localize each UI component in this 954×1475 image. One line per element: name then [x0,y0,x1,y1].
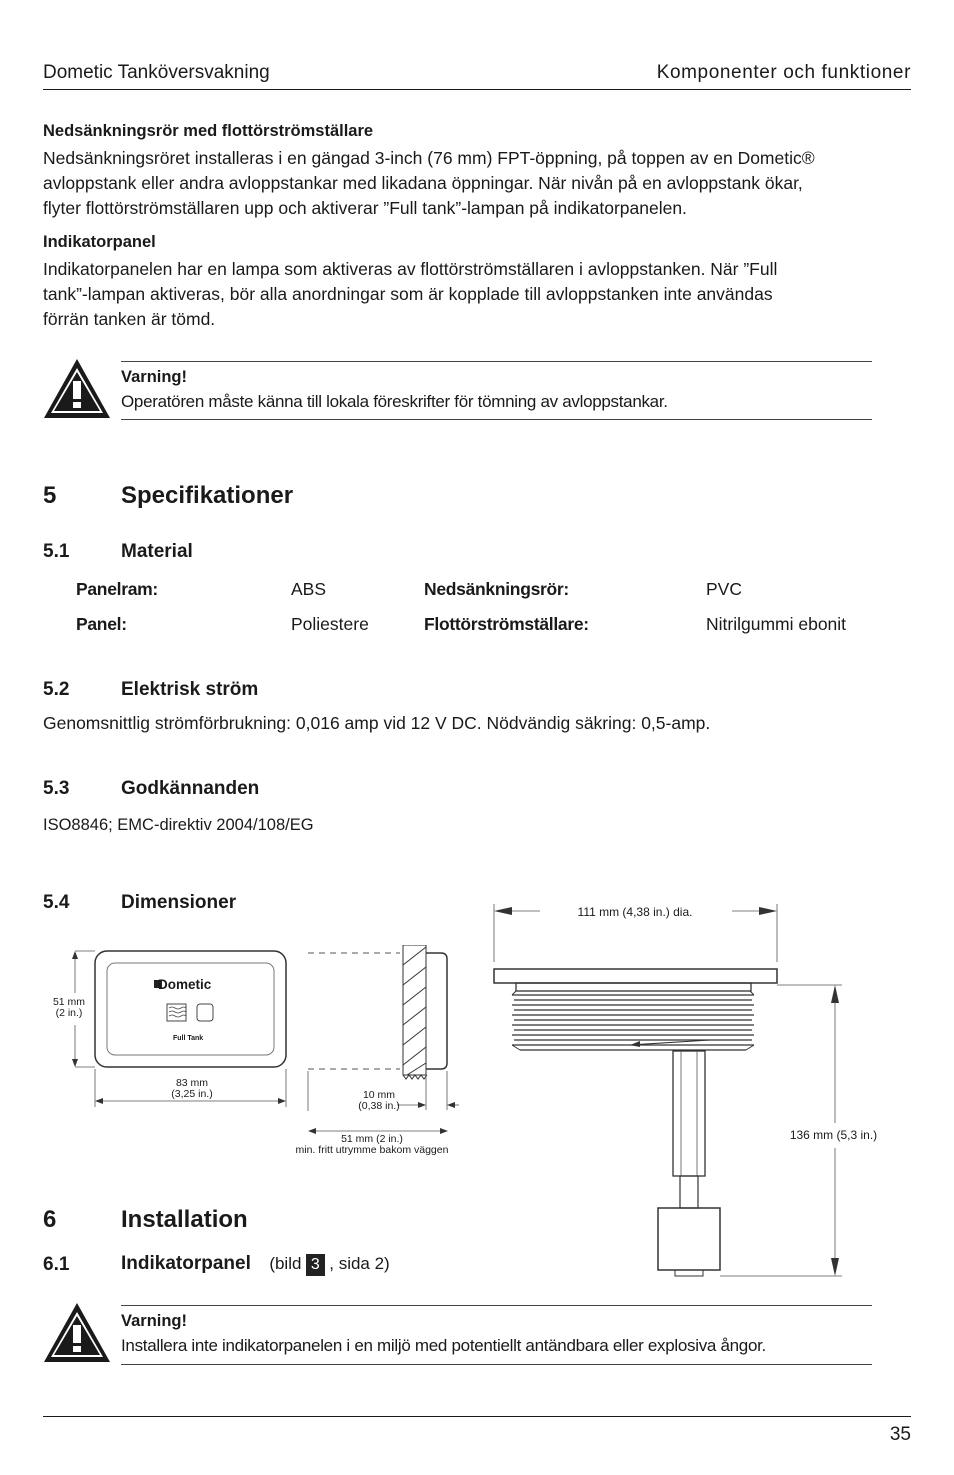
section-title: Specifikationer [121,482,294,509]
dim-text: (0,38 in.) [358,1100,400,1112]
panel-brand-text: Dometic [158,977,212,992]
warning-icon [42,1301,112,1364]
panel-brand [158,977,211,992]
subsection-title: Dimensioner [121,892,237,913]
tube-length-label: 136 mm (5,3 in.) [789,1128,878,1142]
float-switch-line: Nedsänkningsröret installeras i en gängad 3-inch (76 mm) FPT-öppning, på toppen av en Dometic® [43,148,815,168]
indicator-line: Indikatorpanelen har en lampa som aktiveras av flottörströmställaren i avloppstanken. När ”Full [43,259,778,279]
warning-rule-bottom [121,419,872,420]
dim-text: 10 mm [362,1089,396,1101]
panel-width-label [152,1078,232,1100]
dim-text: 51 mm (2 in.) [341,1133,403,1145]
spec-value: ABS [291,579,327,599]
spec-value: PVC [706,579,742,599]
indicator-line: förrän tanken är tömd. [43,309,216,329]
subsection-title: Elektrisk ström [121,679,259,700]
figure-ref-badge[interactable]: 3 [306,1254,325,1276]
dim-text: (2 in.) [55,1007,83,1019]
subsection-number: 5.2 [43,679,70,700]
warning-text: Operatören måste känna till lokala föreskrifter för tömning av avloppstankar. [121,392,668,411]
clearance-label [276,1134,468,1156]
warning-text: Installera inte indikatorpanelen i en miljö med potentiellt antändbara eller explosiva ångor. [121,1336,766,1355]
footer-rule [43,1416,911,1417]
subsection-title: Godkännanden [121,778,260,799]
panel-label: Full Tank [173,1035,204,1042]
indicator-line: tank”-lampan aktiveras, bör alla anordningar som är kopplade till avloppstanken inte användas [43,284,773,304]
spec-label: Panel: [76,614,127,634]
header-title: Dometic Tanköversvakning [43,62,270,83]
float-switch-heading: Nedsänkningsrör med flottörströmställare [43,122,374,140]
dim-text: 51 mm [52,996,86,1008]
electric-text: Genomsnittlig strömförbrukning: 0,016 amp vid 12 V DC. Nödvändig säkring: 0,5-amp. [43,713,711,733]
warning-title: Varning! [121,1312,188,1330]
panel-depth-label [340,1090,418,1112]
warning-rule-bottom [121,1364,872,1365]
warning-rule-top [121,1305,872,1306]
section-number: 6 [43,1206,57,1233]
spec-label: Panelram: [76,579,158,599]
panel-height-label [44,997,94,1019]
float-switch-line: flyter flottörströmställaren upp och aktiverar ”Full tank”-lampan på indikatorpanelen. [43,198,687,218]
subsection-number: 5.4 [43,892,70,913]
subsection-title: Indikatorpanel [121,1253,251,1274]
section-title: Installation [121,1206,248,1233]
subsection-heading-row [121,1253,390,1276]
tube-diameter-label: 111 mm (4,38 in.) dia. [577,905,693,919]
indicator-text [43,257,777,332]
spec-label: Nedsänkningsrör: [424,579,569,599]
header-section: Komponenter och funktioner [656,62,911,83]
float-switch-line: avloppstank eller andra avloppstankar med likadana öppningar. När nivån på en avloppstank ökar, [43,173,803,193]
dim-text: (3,25 in.) [171,1088,213,1100]
float-switch-text [43,146,815,221]
subsection-number: 5.1 [43,541,70,562]
approvals-text: ISO8846; EMC-direktiv 2004/108/EG [43,816,314,834]
subsection-number: 6.1 [43,1254,70,1275]
warning-icon [42,357,112,420]
figure-ref-prefix: (bild [269,1254,302,1273]
spec-label: Flottörströmställare: [424,614,589,634]
warning-rule-top [121,361,872,362]
header-rule [43,89,911,90]
warning-title: Varning! [121,368,188,386]
spec-value: Poliestere [291,614,369,634]
tube-dimension-drawing [480,898,900,1283]
page-number: 35 [889,1424,911,1445]
figure-ref-suffix: , sida 2) [329,1254,390,1273]
dim-text: min. fritt utrymme bakom väggen [295,1144,449,1156]
section-number: 5 [43,482,57,509]
subsection-title: Material [121,541,193,562]
subsection-number: 5.3 [43,778,70,799]
dim-text: 83 mm [175,1077,209,1089]
spec-value: Nitrilgummi ebonit [706,614,847,634]
indicator-heading: Indikatorpanel [43,233,156,251]
